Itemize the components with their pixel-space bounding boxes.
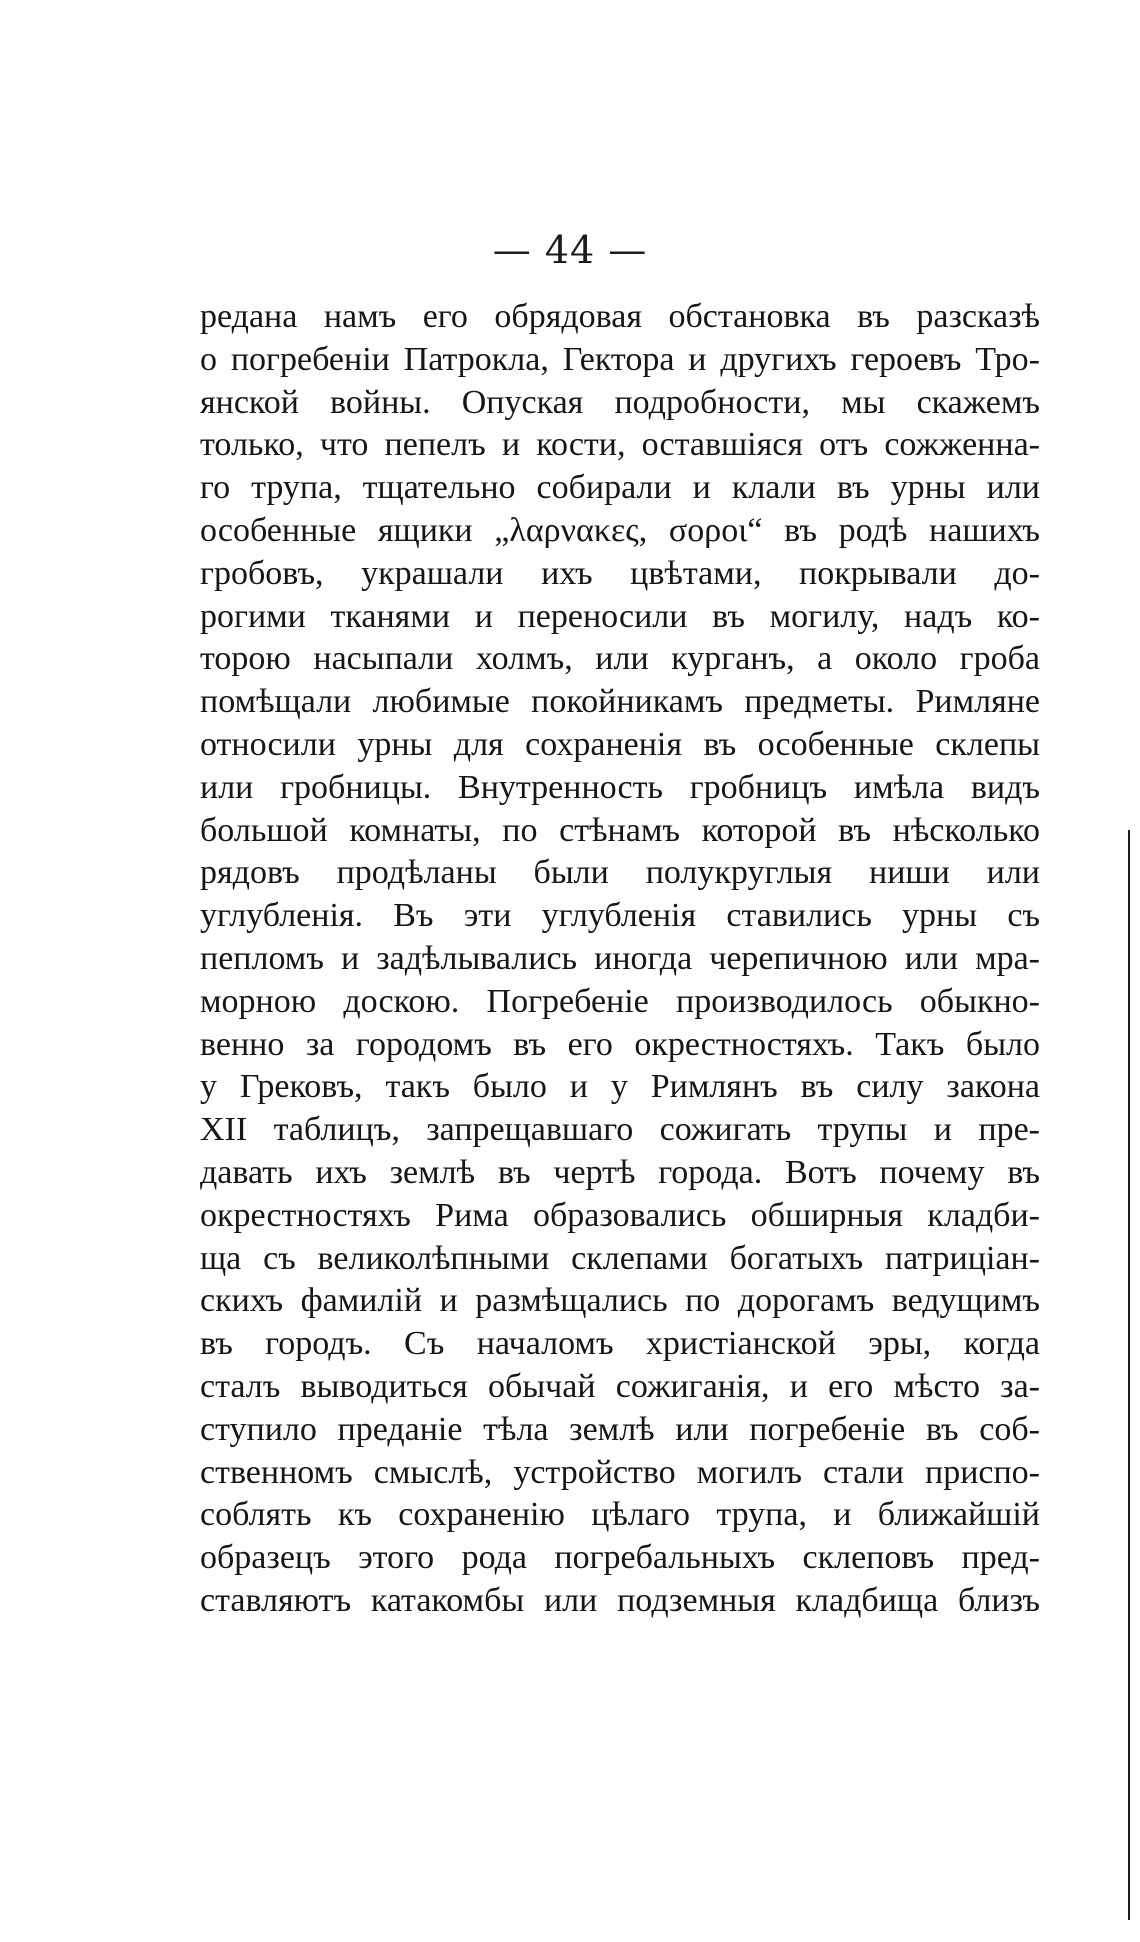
text-line: относили урны для сохраненія въ особенные склепы xyxy=(200,725,1040,763)
text-line: помѣщали любимые покойникамъ предметы. Римляне xyxy=(200,683,1040,721)
text-line: у Грековъ, такъ было и у Римлянъ въ силу закона xyxy=(200,1068,1040,1106)
text-line: соблять къ сохраненію цѣлаго трупа, и ближайшій xyxy=(200,1496,1040,1534)
body-text xyxy=(200,296,1040,1623)
text-line: окрестностяхъ Рима образовались обширныя кладби- xyxy=(200,1196,1040,1234)
text-line: образецъ этого рода погребальныхъ склеповъ пред- xyxy=(200,1539,1040,1577)
text-line: давать ихъ землѣ въ чертѣ города. Вотъ почему въ xyxy=(200,1153,1040,1191)
text-line: о погребеніи Патрокла, Гектора и другихъ героевъ Тро- xyxy=(200,340,1040,378)
text-line: ственномъ смыслѣ, устройство могилъ стали приспо- xyxy=(200,1453,1040,1491)
text-line: сталъ выводиться обычай сожиганія, и его мѣсто за- xyxy=(200,1367,1040,1405)
text-line: скихъ фамилій и размѣщались по дорогамъ ведущимъ xyxy=(200,1282,1040,1320)
text-line: ща съ великолѣпными склепами богатыхъ патриціан- xyxy=(200,1239,1040,1277)
text-line: гробовъ, украшали ихъ цвѣтами, покрывали до- xyxy=(200,554,1040,592)
text-line: рогими тканями и переносили въ могилу, надъ ко- xyxy=(200,597,1040,635)
right-margin-rule xyxy=(1128,830,1130,1920)
text-line: углубленія. Въ эти углубленія ставились урны съ xyxy=(200,897,1040,935)
text-line: особенные ящики „λαρνακες, σοροι“ въ родѣ нашихъ xyxy=(200,511,1040,549)
text-line: редана намъ его обрядовая обстановка въ разсказѣ xyxy=(200,298,1040,335)
text-line: въ городъ. Съ началомъ христіанской эры, когда xyxy=(200,1325,1040,1363)
text-line: большой комнаты, по стѣнамъ которой въ нѣсколько xyxy=(200,811,1040,849)
text-line: торою насыпали холмъ, или курганъ, а около гроба xyxy=(200,640,1040,678)
text-line: только, что пепелъ и кости, оставшіяся отъ сожженна- xyxy=(200,426,1040,464)
text-line: рядовъ продѣланы были полукруглыя ниши или xyxy=(200,854,1040,892)
text-line: пепломъ и задѣлывались иногда черепичною или мра- xyxy=(200,939,1040,977)
text-line: морною доскою. Погребеніе производилось обыкно- xyxy=(200,982,1040,1020)
text-line: го трупа, тщательно собирали и клали въ урны или xyxy=(200,469,1040,507)
text-line: янской войны. Опуская подробности, мы скажемъ xyxy=(200,383,1040,421)
text-line: ступило преданіе тѣла землѣ или погребеніе въ соб- xyxy=(200,1410,1040,1448)
text-line: ставляютъ катакомбы или подземныя кладбища близъ xyxy=(200,1581,1040,1619)
text-line: или гробницы. Внутренность гробницъ имѣла видъ xyxy=(200,768,1040,806)
text-line: XII таблицъ, запрещавшаго сожигать трупы и пре- xyxy=(200,1111,1040,1149)
page-number: — 44 — xyxy=(492,228,648,272)
text-line: венно за городомъ въ его окрестностяхъ. Такъ было xyxy=(200,1025,1040,1063)
